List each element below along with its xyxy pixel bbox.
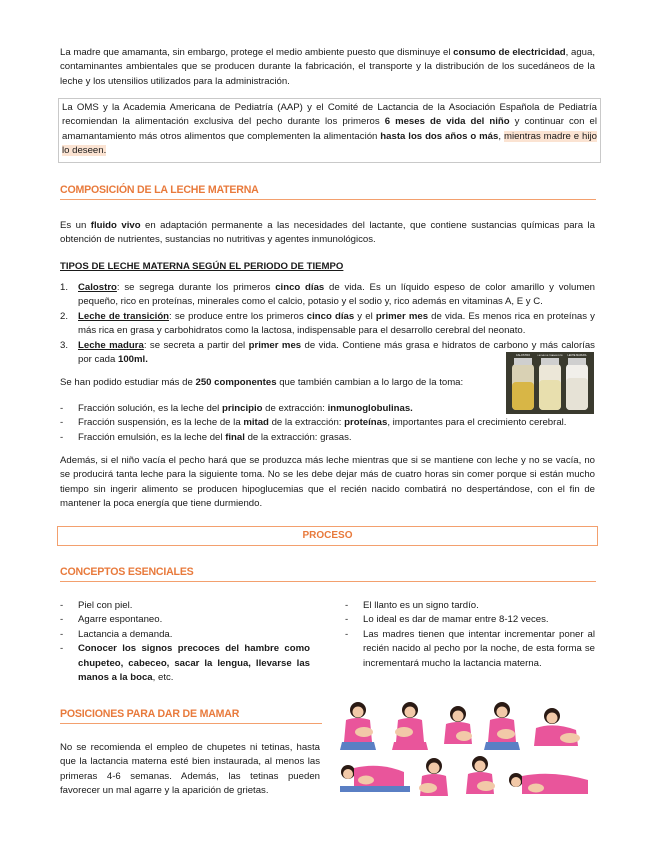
breastfeeding-positions-illustration — [330, 696, 598, 804]
position-figure-1 — [340, 702, 376, 750]
componentes-paragraph: Se han podido estudiar más de 250 componentes que también cambian a lo largo de la toma: — [60, 377, 464, 388]
list-item: - Fracción emulsión, es la leche del final de la extracción: grasas. — [60, 431, 352, 443]
fracciones-list — [60, 402, 595, 445]
position-figure-5 — [534, 708, 580, 746]
bottle-label: LECHE DE TRANSICIÓN — [537, 355, 563, 357]
list-item: 3. Leche madura: se secreta a partir del primer mes de vida. Contiene más grasa e hidratos de carbono y más calorías por cada 100ml. — [60, 339, 595, 366]
bottle-label: LECHE MADURA — [567, 354, 587, 357]
list-item: - Lactancia a demanda. — [60, 628, 173, 640]
position-figure-8 — [466, 756, 495, 794]
composicion-paragraph: Es un fluido vivo en adaptación permanente a las necesidades del lactante, que contiene sustancias químicas para la obtención de nutrientes, sustancias no nutritivas y agentes inmunológicos. — [60, 220, 596, 246]
section-banner-proceso: PROCESO — [57, 526, 598, 546]
position-figure-4 — [484, 702, 520, 750]
intro-paragraph: La madre que amamanta, sin embargo, protege el medio ambiente puesto que disminuye el consumo de electricidad, agua, contaminantes ambientales que se producen durante la fabricación, el transporte y la distribución de los sucedáneos de la leche y los utensilios utilizados para la administración. — [60, 47, 596, 87]
position-figure-2 — [392, 702, 428, 750]
highlighted-text: mientras madre e hijo lo deseen. — [62, 130, 597, 157]
position-figure-9 — [509, 773, 588, 794]
position-figure-6 — [340, 765, 410, 792]
vaciado-paragraph: Además, si el niño vacía el pecho hará que se produzca más leche mientras que si se mantiene con leche y no se vacía, no se producirá tanta leche para la siguiente toma. No se les debe dejar más de cuatro horas sin comer porque si están mucho tiempo sin ingerir alimento se producen hipoglucemias que el recién nacido combatirá no despertándose, con el fin de mantener la poca energía que tiene durmiendo. — [60, 455, 595, 510]
list-item: - Fracción solución, es la leche del principio de extracción: inmunoglobulinas. — [60, 403, 413, 414]
section-heading-conceptos: CONCEPTOS ESENCIALES — [60, 566, 596, 582]
list-item: - Las madres tienen que intentar incrementar poner al recién nacido al pecho por la noche, de esta forma se incrementará mucho la lactancia materna. — [345, 628, 595, 669]
posiciones-paragraph: No se recomienda el empleo de chupetes ni tetinas, hasta que la lactancia materna esté bien instaurada, al menos las primeras 4-6 semanas. Además, las tetinas pueden favorecer un mal agarre y la aparición de grietas. — [60, 742, 320, 797]
list-item: 1. Calostro: se segrega durante los primeros cinco días de vida. Es un líquido espeso de color amarillo y volumen pequeño, rico en proteínas, minerales como el calcio, potasio y el sodio y, rico además en vitaminas A, E y C. — [60, 282, 595, 308]
recommendation-box: La OMS y la Academia Americana de Pediatría (AAP) y el Comité de Lactancia de la Asociación Española de Pediatría recomiendan la alimentación exclusiva del pecho durante los primeros 6 meses de vida del niño y continuar con el amamantamiento más otros alimentos que complementen la alimentación hasta los dos años o más, mientras madre e hijo lo deseen. — [58, 98, 601, 163]
list-item: - Piel con piel. — [60, 600, 133, 611]
section-heading-posiciones: POSICIONES PARA DAR DE MAMAR — [60, 708, 322, 724]
conceptos-list-left — [60, 599, 310, 685]
list-item: - Lo ideal es dar de mamar entre 8-12 veces. — [345, 614, 549, 626]
bottle-label: CALOSTRO — [515, 354, 531, 357]
list-item: - Conocer los signos precoces del hambre como chupeteo, cabeceo, sacar la lengua, llevarse las manos a la boca, etc. — [60, 643, 310, 684]
conceptos-list-right — [345, 599, 595, 671]
tipos-heading: TIPOS DE LECHE MATERNA SEGÚN EL PERIODO DE TIEMPO — [60, 261, 344, 272]
section-heading-composicion: COMPOSICIÓN DE LA LECHE MATERNA — [60, 184, 596, 200]
position-figure-3 — [444, 706, 472, 744]
list-item: - Fracción suspensión, es la leche de la mitad de la extracción: proteínas, importantes para el crecimiento cerebral. — [60, 417, 567, 429]
list-item: - Agarre espontaneo. — [60, 614, 163, 626]
position-figure-7 — [419, 758, 448, 796]
list-item: - El llanto es un signo tardío. — [345, 600, 479, 611]
list-item: 2. Leche de transición: se produce entre los primeros cinco días y el primer mes de vida. Es menos rica en proteínas y más rica en grasa y carbohidratos como la lactosa, indispensable para el desarrollo cerebral del neonato. — [60, 310, 595, 337]
